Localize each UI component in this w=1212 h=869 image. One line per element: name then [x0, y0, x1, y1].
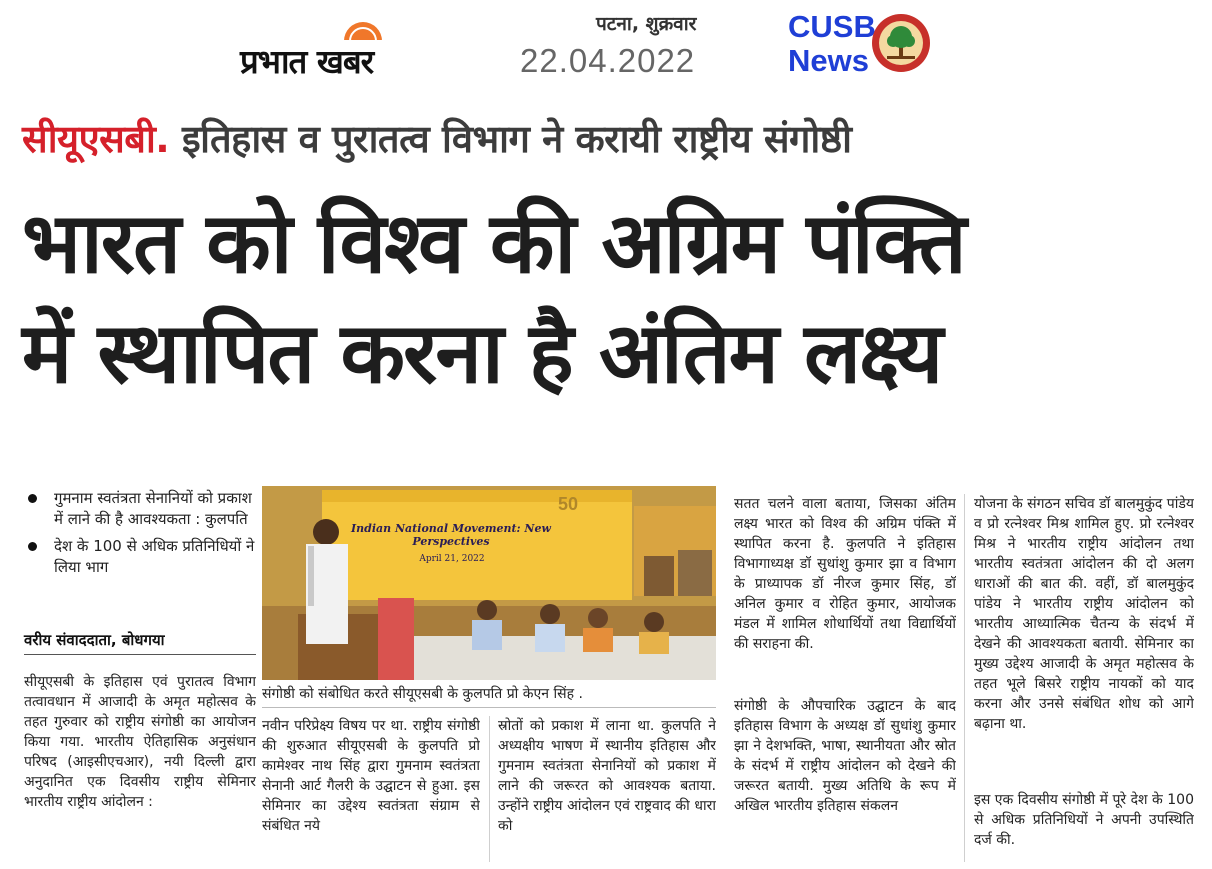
newspaper-logo	[240, 22, 470, 82]
banner-title: Indian National Movement: New Perspectives	[351, 522, 551, 548]
seminar-scene-illustration	[262, 486, 716, 680]
photo-caption: संगोष्ठी को संबोधित करते सीयूएसबी के कुलपति प्रो केएन सिंह .	[262, 684, 716, 708]
kicker-text: इतिहास व पुरातत्व विभाग ने करायी राष्ट्रीय संगोष्ठी	[181, 117, 852, 161]
banner-date: April 21, 2022	[419, 554, 485, 564]
kicker-prefix: सीयूएसबी.	[22, 117, 170, 161]
article-photo	[262, 486, 716, 680]
article-column-3: स्रोतों को प्रकाश में लाना था. कुलपति ने अध्यक्षीय भाषण में स्थानीय इतिहास और गुमनाम स्वतंत्रता सेनानियों को प्रकाश में लाने की जरूरत को आवश्यक बताया. उन्होंने राष्ट्रीय आंदोलन एवं राष्ट्रवाद की धारा को	[498, 718, 716, 834]
article-column-5b: इस एक दिवसीय संगोष्ठी में पूरे देश के 100 से अधिक प्रतिनिधियों ने अपनी उपस्थिति दर्ज की.	[974, 792, 1194, 848]
university-seal-icon	[870, 12, 932, 74]
bullet-icon	[28, 542, 37, 551]
column-divider	[489, 716, 490, 862]
highlight-text: गुमनाम स्वतंत्रता सेनानियों को प्रकाश में लाने की है आवश्यकता : कुलपति	[54, 489, 252, 528]
issue-date: 22.04.2022	[520, 42, 696, 79]
headline	[22, 188, 1197, 408]
bullet-icon	[28, 494, 37, 503]
masthead	[0, 0, 1212, 100]
article-column-4a: सतत चलने वाला बताया, जिसका अंतिम लक्ष्य भारत को विश्व की अग्रिम पंक्ति में स्थापित करना है. कुलपति ने इतिहास विभागाध्यक्ष डॉ सुधांशु कुमार झा व विभाग के प्राध्यापक डॉ नीरज कुमार सिंह, डॉ अनिल कुमार व रोहित कुमार, आयोजक मंडल में शामिल शोधार्थियों तथा विद्यार्थियों की सराहना की.	[734, 496, 956, 652]
highlights-list	[24, 488, 256, 584]
cusb-news-badge	[788, 9, 876, 78]
byline: वरीय संवाददाता, बोधगया	[24, 630, 256, 655]
headline-line-2: में स्थापित करना है अंतिम लक्ष्य	[22, 304, 942, 402]
kicker-line	[22, 108, 1192, 170]
highlight-item	[24, 488, 256, 530]
badge-line-1: CUSB	[788, 9, 876, 44]
article-column-4b: संगोष्ठी के औपचारिक उद्घाटन के बाद इतिहास विभाग के अध्यक्ष डॉ सुधांशु कुमार झा ने देशभक्ति, भाषा, स्थानीयता और स्रोत के संदर्भ में राष्ट्रीय आंदोलन को देखने की जरूरत बतायी. मुख्य अतिथि के रूप में अखिल भारतीय इतिहास संकलन	[734, 698, 956, 814]
city-day: पटना, शुक्रवार	[596, 13, 697, 35]
badge-line-2: News	[788, 43, 869, 78]
headline-line-1: भारत को विश्व की अग्रिम पंक्ति	[22, 194, 965, 292]
article-column-5a: योजना के संगठन सचिव डॉ बालमुकुंद पांडेय व प्रो रत्नेश्वर मिश्र शामिल हुए. प्रो रत्नेश्वर मिश्र ने भारतीय राष्ट्रीय आंदोलन तथा भारतीय स्वतंत्रता आंदोलन की दो अलग धाराओं की बात की. वहीं, डॉ बालमुकुंद पांडेय ने भारतीय राष्ट्रीय आंदोलन को भारतीय आध्यात्मिक चैतन्य के संदर्भ में देखने की आवश्यकता बतायी. सेमिनार का मुख्य उद्देश्य आजादी के अमृत महोत्सव के तहत भूले बिसरे राष्ट्रीय नायकों को याद करना और उनसे संबंधित शोध को आगे बढ़ाना था.	[974, 496, 1194, 732]
column-divider	[964, 494, 965, 862]
highlight-text: देश के 100 से अधिक प्रतिनिधियों ने लिया भाग	[54, 537, 255, 576]
banner-anniversary-mark: 50	[558, 494, 579, 514]
highlight-item	[24, 536, 256, 578]
article-column-1: सीयूएसबी के इतिहास एवं पुरातत्व विभाग तत्वावधान में आजादी के अमृत महोत्सव के तहत गुरुवार को राष्ट्रीय संगोष्ठी का आयोजन किया गया. भारतीय ऐतिहासिक अनुसंधान परिषद (आइसीएचआर), नयी दिल्ली द्वारा अनुदानित एक दिवसीय राष्ट्रीय सेमिनार भारतीय राष्ट्रीय आंदोलन :	[24, 674, 256, 810]
article-column-2: नवीन परिप्रेक्ष्य विषय पर था. राष्ट्रीय संगोष्ठी की शुरुआत सीयूएसबी के कुलपति प्रो कामेश्वर नाथ सिंह द्वारा गुमनाम स्वतंत्रता सेनानी आर्ट गैलरी के उद्घाटन से हुआ. इस सेमिनार का उद्देश्य स्वतंत्रता संग्राम से संबंधित नये	[262, 718, 480, 834]
logo-text: प्रभात खबर	[240, 42, 374, 81]
